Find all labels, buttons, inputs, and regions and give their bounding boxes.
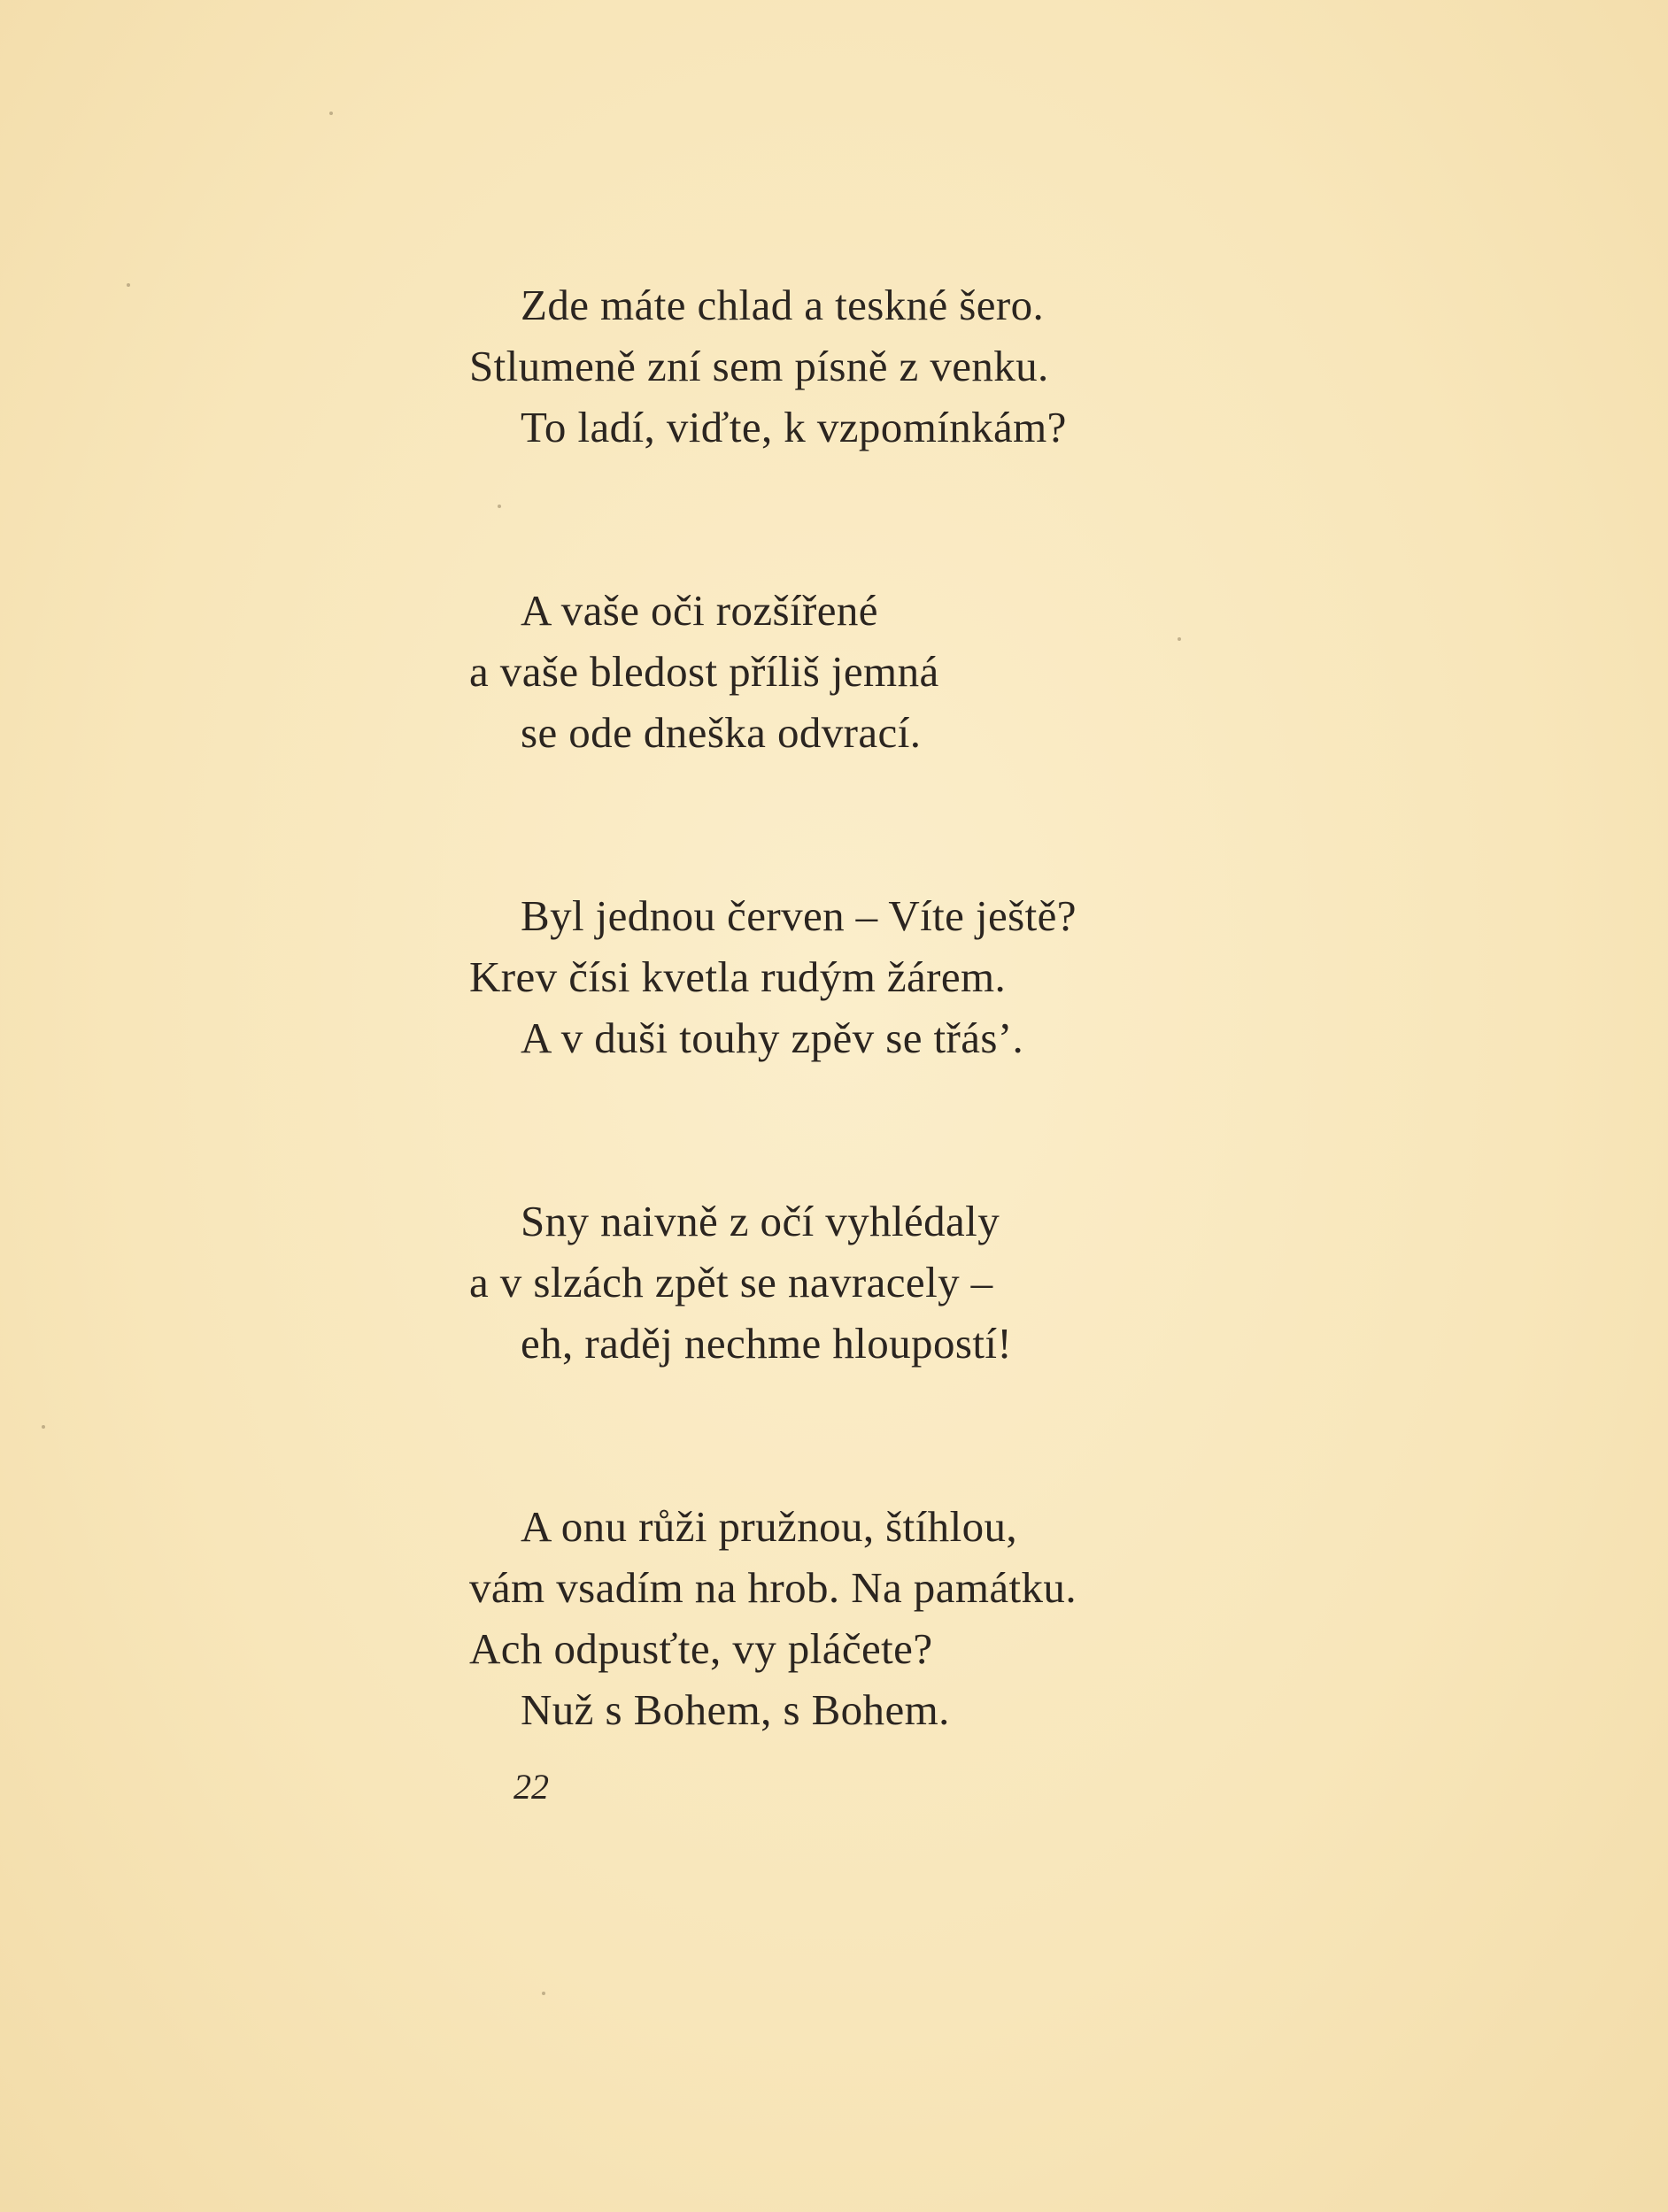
poem-line: vám vsadím na hrob. Na památku. (469, 1563, 1077, 1612)
poem-line: To ladí, viďte, k vzpomínkám? (521, 403, 1067, 451)
poem-line: se ode dneška odvrací. (521, 708, 922, 757)
poem-line: A onu růži pružnou, štíhlou, (521, 1502, 1018, 1551)
stanza-2 (469, 580, 1266, 763)
poem-line: Sny naivně z očí vyhlédaly (521, 1197, 1000, 1245)
poem-line: eh, raděj nechme hloupostí! (521, 1319, 1013, 1368)
page-number: 22 (514, 1767, 549, 1807)
poem-line: Ach odpusťte, vy pláčete? (469, 1624, 933, 1673)
poem-line: Byl jednou červen – Víte ještě? (521, 891, 1077, 940)
paper-speck (329, 112, 333, 115)
stanza-5 (469, 1496, 1266, 1740)
poem-line: Nuž s Bohem, s Bohem. (521, 1685, 950, 1734)
stanza-3 (469, 885, 1266, 1068)
poem-line: Stlumeně zní sem písně z venku. (469, 342, 1049, 390)
poem-line: Krev čísi kvetla rudým žárem. (469, 952, 1007, 1001)
poem-line: A vaše oči rozšířené (521, 586, 878, 635)
paper-speck (542, 1992, 545, 1995)
paper-speck (42, 1425, 45, 1429)
stanza-4 (469, 1191, 1266, 1374)
poem-line: a vaše bledost příliš jemná (469, 647, 939, 696)
poem-line: A v duši touhy zpěv se třás’. (521, 1014, 1024, 1062)
poem-line: a v slzách zpět se navracely – (469, 1258, 993, 1306)
poem-line: Zde máte chlad a teskné šero. (521, 281, 1045, 329)
stanza-1 (469, 274, 1266, 458)
poem (469, 274, 1266, 1740)
paper-speck (127, 283, 130, 287)
